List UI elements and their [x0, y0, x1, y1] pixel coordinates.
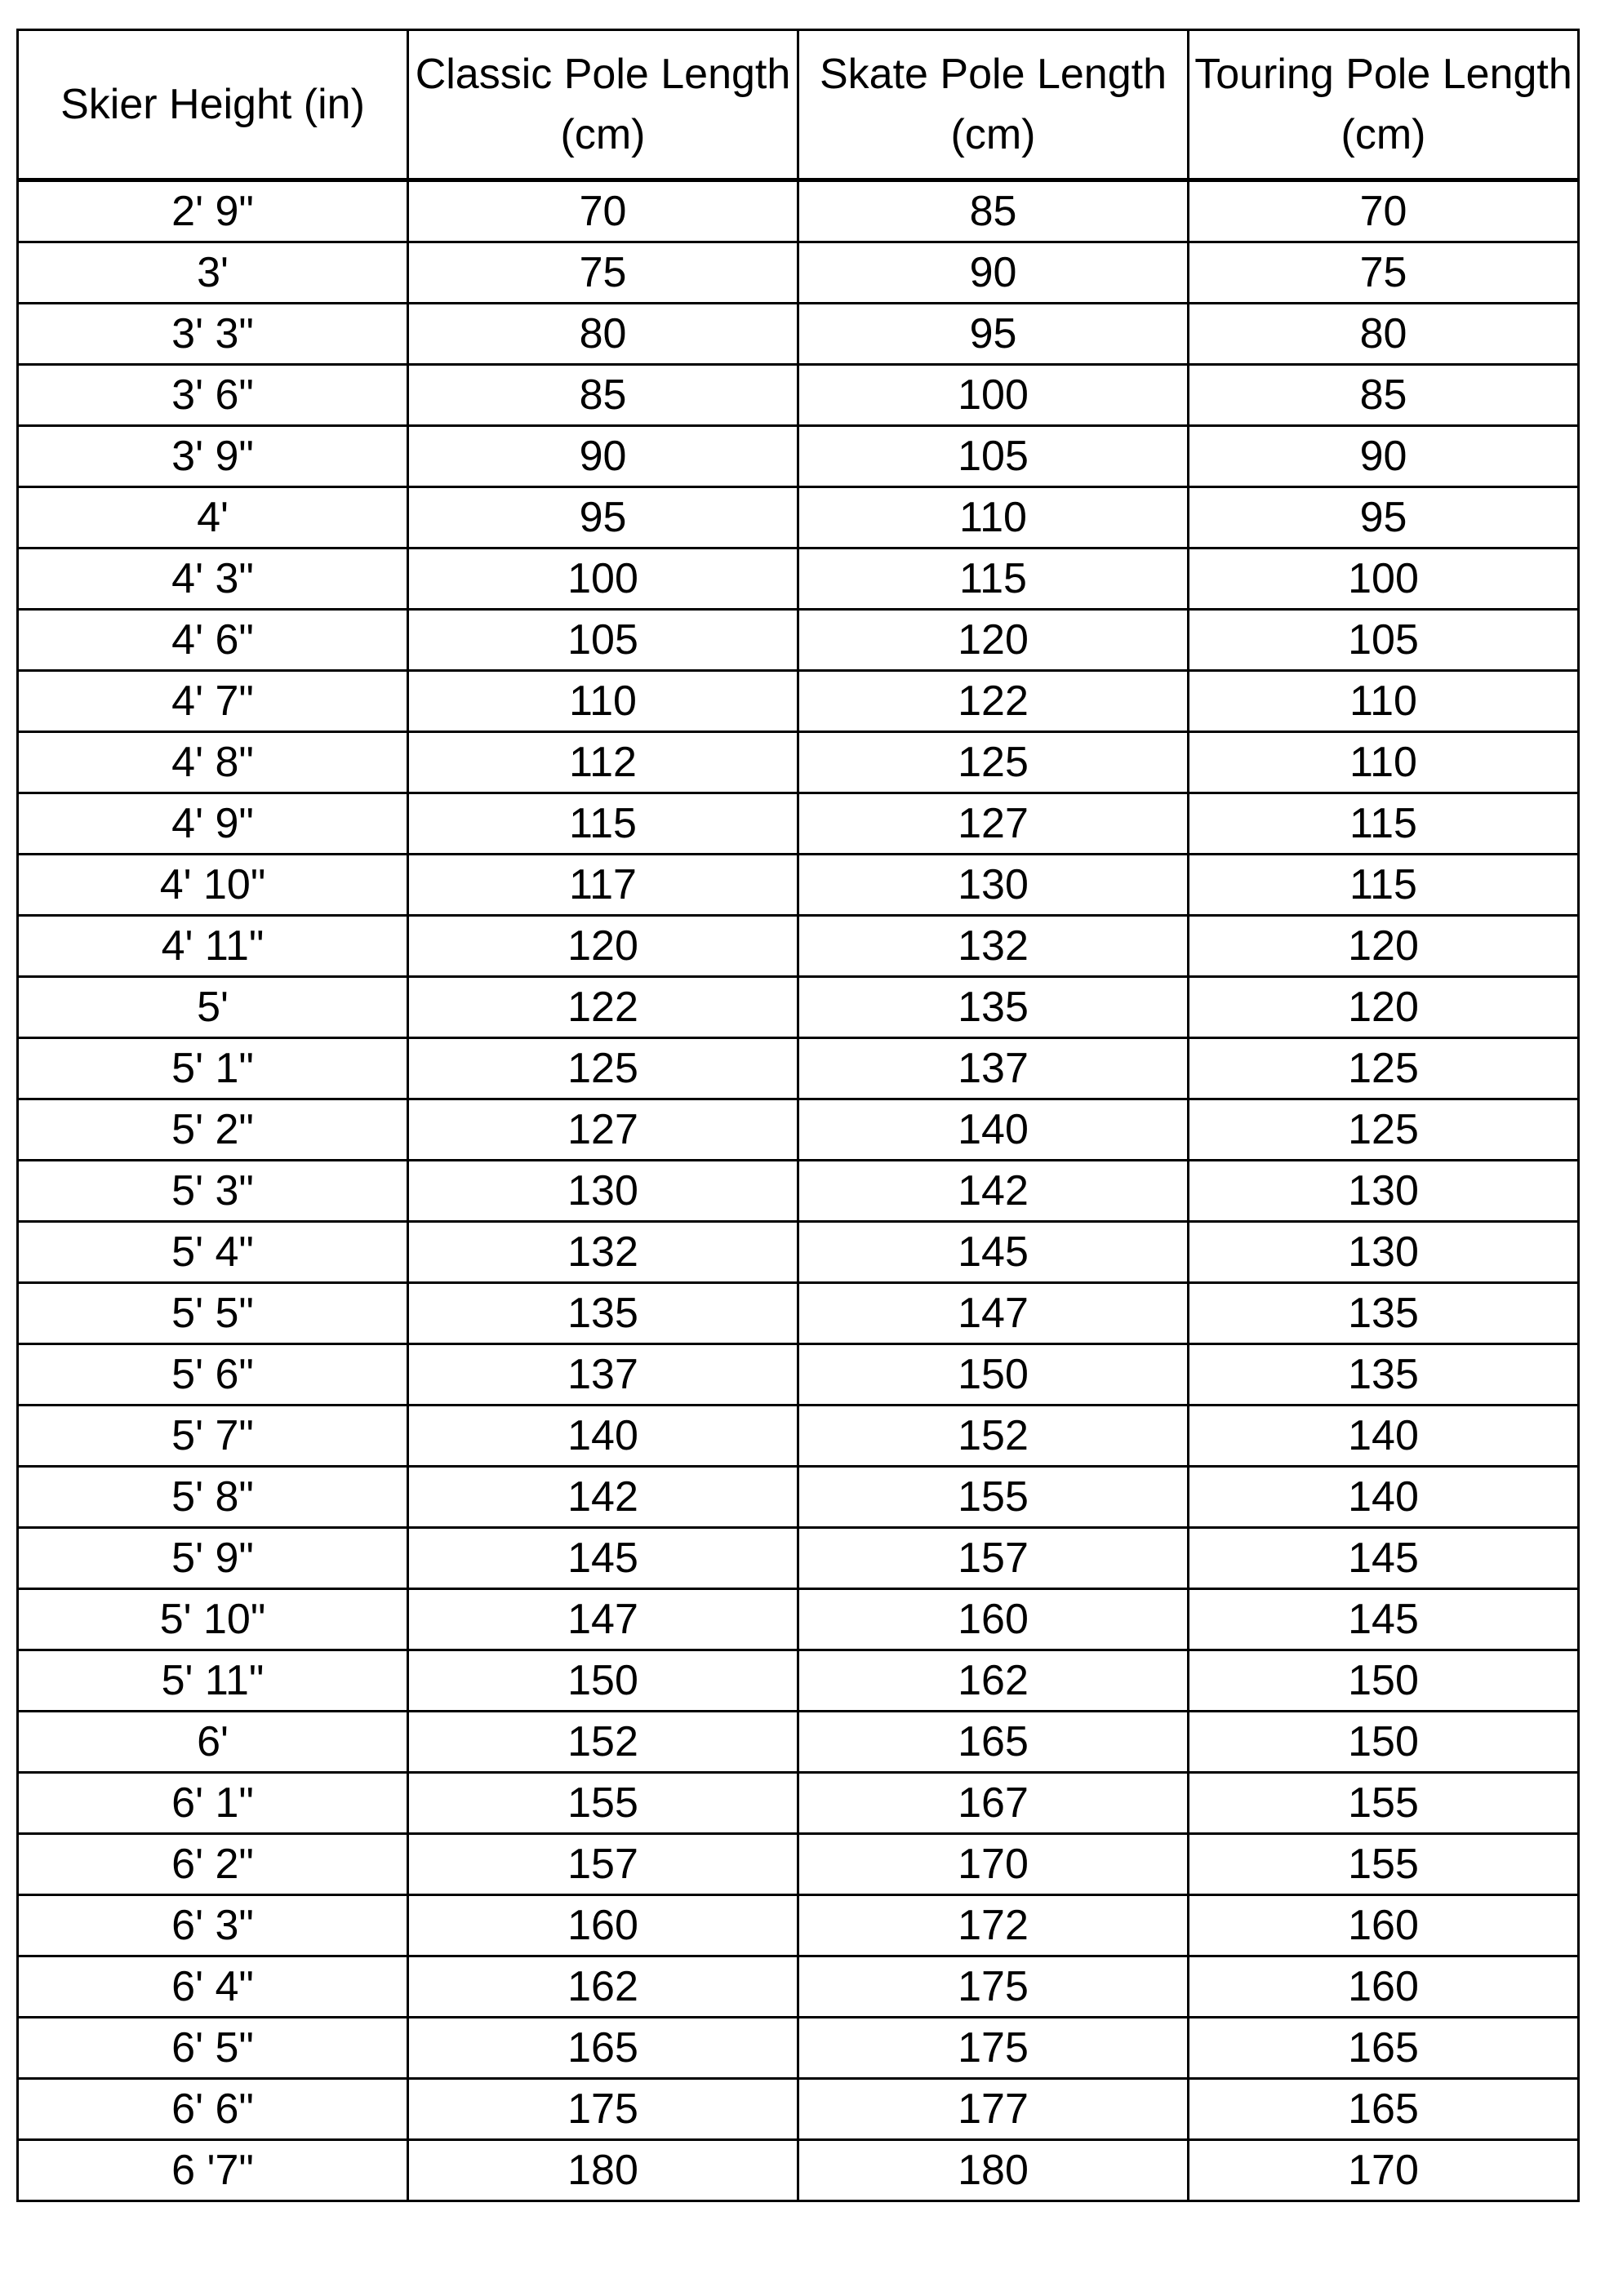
touring-pole-length-cell: 70 [1189, 180, 1579, 242]
table-row [18, 1283, 1579, 1344]
skate-pole-length-cell: 95 [798, 304, 1189, 365]
skier-height-cell: 5' 8" [18, 1467, 408, 1528]
table-row [18, 732, 1579, 793]
table-row [18, 365, 1579, 426]
skier-height-cell: 5' 3" [18, 1161, 408, 1222]
skate-pole-length-cell: 152 [798, 1406, 1189, 1467]
table-row [18, 610, 1579, 671]
table-row [18, 1161, 1579, 1222]
touring-pole-length-cell: 115 [1189, 855, 1579, 916]
skier-height-cell: 5' 7" [18, 1406, 408, 1467]
skier-height-cell: 4' 3" [18, 548, 408, 610]
skier-height-cell: 5' 1" [18, 1038, 408, 1099]
table-row [18, 671, 1579, 732]
pole-length-table [16, 29, 1580, 2202]
classic-pole-length-cell: 175 [408, 2079, 798, 2140]
classic-pole-length-cell: 117 [408, 855, 798, 916]
skate-pole-length-cell: 162 [798, 1650, 1189, 1712]
classic-pole-length-cell: 132 [408, 1222, 798, 1283]
table-row [18, 1650, 1579, 1712]
touring-pole-length-cell: 165 [1189, 2018, 1579, 2079]
skate-pole-length-cell: 140 [798, 1099, 1189, 1161]
table-row [18, 426, 1579, 487]
classic-pole-length-cell: 90 [408, 426, 798, 487]
table-row [18, 487, 1579, 548]
skate-pole-length-cell: 132 [798, 916, 1189, 977]
table-row [18, 1834, 1579, 1895]
skate-pole-length-cell: 180 [798, 2140, 1189, 2201]
classic-pole-length-cell: 125 [408, 1038, 798, 1099]
table-row [18, 793, 1579, 855]
classic-pole-length-cell: 75 [408, 242, 798, 304]
classic-pole-length-cell: 127 [408, 1099, 798, 1161]
skate-pole-length-cell: 105 [798, 426, 1189, 487]
skate-pole-length-cell: 157 [798, 1528, 1189, 1589]
classic-pole-length-cell: 70 [408, 180, 798, 242]
skate-pole-length-cell: 175 [798, 1956, 1189, 2018]
skier-height-cell: 6' 6" [18, 2079, 408, 2140]
skate-pole-length-cell: 125 [798, 732, 1189, 793]
touring-pole-length-cell: 120 [1189, 916, 1579, 977]
skate-pole-length-cell: 135 [798, 977, 1189, 1038]
skate-pole-length-cell: 150 [798, 1344, 1189, 1406]
touring-pole-length-cell: 130 [1189, 1222, 1579, 1283]
skier-height-cell: 2' 9" [18, 180, 408, 242]
classic-pole-length-cell: 145 [408, 1528, 798, 1589]
skate-pole-length-cell: 165 [798, 1712, 1189, 1773]
touring-pole-length-cell: 125 [1189, 1099, 1579, 1161]
classic-pole-length-cell: 130 [408, 1161, 798, 1222]
table-row [18, 242, 1579, 304]
classic-pole-length-cell: 115 [408, 793, 798, 855]
classic-pole-length-cell: 95 [408, 487, 798, 548]
touring-pole-length-cell: 80 [1189, 304, 1579, 365]
skate-pole-length-cell: 155 [798, 1467, 1189, 1528]
touring-pole-length-cell: 85 [1189, 365, 1579, 426]
touring-pole-length-cell: 140 [1189, 1406, 1579, 1467]
classic-pole-length-cell: 120 [408, 916, 798, 977]
skier-height-cell: 5' 6" [18, 1344, 408, 1406]
table-row [18, 977, 1579, 1038]
skier-height-cell: 4' 8" [18, 732, 408, 793]
table-row [18, 1406, 1579, 1467]
classic-pole-length-cell: 100 [408, 548, 798, 610]
touring-pole-length-cell: 115 [1189, 793, 1579, 855]
touring-pole-length-cell: 155 [1189, 1834, 1579, 1895]
table-body [18, 180, 1579, 2201]
touring-pole-length-cell: 170 [1189, 2140, 1579, 2201]
classic-pole-length-cell: 85 [408, 365, 798, 426]
skier-height-cell: 5' 10" [18, 1589, 408, 1650]
table-row [18, 1528, 1579, 1589]
classic-pole-length-cell: 112 [408, 732, 798, 793]
touring-pole-length-cell: 75 [1189, 242, 1579, 304]
skate-pole-length-cell: 145 [798, 1222, 1189, 1283]
skate-pole-length-cell: 110 [798, 487, 1189, 548]
classic-pole-length-cell: 135 [408, 1283, 798, 1344]
touring-pole-length-cell: 140 [1189, 1467, 1579, 1528]
classic-pole-length-cell: 122 [408, 977, 798, 1038]
classic-pole-length-cell: 137 [408, 1344, 798, 1406]
touring-pole-length-cell: 165 [1189, 2079, 1579, 2140]
skier-height-cell: 5' 11" [18, 1650, 408, 1712]
classic-pole-length-cell: 162 [408, 1956, 798, 2018]
classic-pole-length-cell: 160 [408, 1895, 798, 1956]
skier-height-cell: 4' 7" [18, 671, 408, 732]
touring-pole-length-cell: 130 [1189, 1161, 1579, 1222]
skier-height-cell: 4' 10" [18, 855, 408, 916]
classic-pole-length-cell: 105 [408, 610, 798, 671]
skate-pole-length-cell: 130 [798, 855, 1189, 916]
skier-height-cell: 4' 6" [18, 610, 408, 671]
column-header-skier-height: Skier Height (in) [18, 30, 408, 180]
table-row [18, 1956, 1579, 2018]
classic-pole-length-cell: 80 [408, 304, 798, 365]
skier-height-cell: 3' 3" [18, 304, 408, 365]
touring-pole-length-cell: 100 [1189, 548, 1579, 610]
table-row [18, 180, 1579, 242]
table-row [18, 1099, 1579, 1161]
skate-pole-length-cell: 100 [798, 365, 1189, 426]
table-row [18, 2140, 1579, 2201]
classic-pole-length-cell: 150 [408, 1650, 798, 1712]
table-row [18, 1712, 1579, 1773]
skier-height-cell: 6' 2" [18, 1834, 408, 1895]
column-header-skate-pole-length: Skate Pole Length (cm) [798, 30, 1189, 180]
skate-pole-length-cell: 167 [798, 1773, 1189, 1834]
skate-pole-length-cell: 172 [798, 1895, 1189, 1956]
classic-pole-length-cell: 157 [408, 1834, 798, 1895]
classic-pole-length-cell: 155 [408, 1773, 798, 1834]
table-row [18, 855, 1579, 916]
column-header-classic-pole-length: Classic Pole Length (cm) [408, 30, 798, 180]
skate-pole-length-cell: 90 [798, 242, 1189, 304]
skier-height-cell: 5' 9" [18, 1528, 408, 1589]
skier-height-cell: 5' 4" [18, 1222, 408, 1283]
touring-pole-length-cell: 155 [1189, 1773, 1579, 1834]
skate-pole-length-cell: 142 [798, 1161, 1189, 1222]
skate-pole-length-cell: 160 [798, 1589, 1189, 1650]
skier-height-cell: 5' [18, 977, 408, 1038]
skier-height-cell: 3' [18, 242, 408, 304]
classic-pole-length-cell: 147 [408, 1589, 798, 1650]
classic-pole-length-cell: 165 [408, 2018, 798, 2079]
table-row [18, 1222, 1579, 1283]
touring-pole-length-cell: 90 [1189, 426, 1579, 487]
table-row [18, 1895, 1579, 1956]
skier-height-cell: 4' 9" [18, 793, 408, 855]
classic-pole-length-cell: 142 [408, 1467, 798, 1528]
skate-pole-length-cell: 137 [798, 1038, 1189, 1099]
skate-pole-length-cell: 127 [798, 793, 1189, 855]
touring-pole-length-cell: 150 [1189, 1712, 1579, 1773]
table-row [18, 548, 1579, 610]
column-header-touring-pole-length: Touring Pole Length (cm) [1189, 30, 1579, 180]
touring-pole-length-cell: 125 [1189, 1038, 1579, 1099]
touring-pole-length-cell: 150 [1189, 1650, 1579, 1712]
touring-pole-length-cell: 110 [1189, 732, 1579, 793]
skier-height-cell: 6' 3" [18, 1895, 408, 1956]
touring-pole-length-cell: 145 [1189, 1589, 1579, 1650]
classic-pole-length-cell: 140 [408, 1406, 798, 1467]
touring-pole-length-cell: 135 [1189, 1344, 1579, 1406]
touring-pole-length-cell: 145 [1189, 1528, 1579, 1589]
skier-height-cell: 5' 5" [18, 1283, 408, 1344]
table-row [18, 1038, 1579, 1099]
table-row [18, 2018, 1579, 2079]
skier-height-cell: 4' 11" [18, 916, 408, 977]
skate-pole-length-cell: 120 [798, 610, 1189, 671]
skier-height-cell: 3' 9" [18, 426, 408, 487]
touring-pole-length-cell: 110 [1189, 671, 1579, 732]
touring-pole-length-cell: 160 [1189, 1956, 1579, 2018]
skier-height-cell: 6' [18, 1712, 408, 1773]
table-row [18, 1589, 1579, 1650]
classic-pole-length-cell: 180 [408, 2140, 798, 2201]
skier-height-cell: 5' 2" [18, 1099, 408, 1161]
skier-height-cell: 6 '7" [18, 2140, 408, 2201]
table-row [18, 304, 1579, 365]
table-header-row [18, 30, 1579, 180]
skier-height-cell: 6' 5" [18, 2018, 408, 2079]
skate-pole-length-cell: 122 [798, 671, 1189, 732]
skate-pole-length-cell: 147 [798, 1283, 1189, 1344]
classic-pole-length-cell: 152 [408, 1712, 798, 1773]
touring-pole-length-cell: 105 [1189, 610, 1579, 671]
table-row [18, 1344, 1579, 1406]
touring-pole-length-cell: 95 [1189, 487, 1579, 548]
skier-height-cell: 6' 4" [18, 1956, 408, 2018]
skier-height-cell: 3' 6" [18, 365, 408, 426]
skier-height-cell: 6' 1" [18, 1773, 408, 1834]
skate-pole-length-cell: 170 [798, 1834, 1189, 1895]
skate-pole-length-cell: 175 [798, 2018, 1189, 2079]
table-row [18, 1467, 1579, 1528]
touring-pole-length-cell: 160 [1189, 1895, 1579, 1956]
table-row [18, 1773, 1579, 1834]
table-row [18, 2079, 1579, 2140]
table-row [18, 916, 1579, 977]
skate-pole-length-cell: 85 [798, 180, 1189, 242]
touring-pole-length-cell: 120 [1189, 977, 1579, 1038]
skate-pole-length-cell: 177 [798, 2079, 1189, 2140]
touring-pole-length-cell: 135 [1189, 1283, 1579, 1344]
skate-pole-length-cell: 115 [798, 548, 1189, 610]
skier-height-cell: 4' [18, 487, 408, 548]
classic-pole-length-cell: 110 [408, 671, 798, 732]
